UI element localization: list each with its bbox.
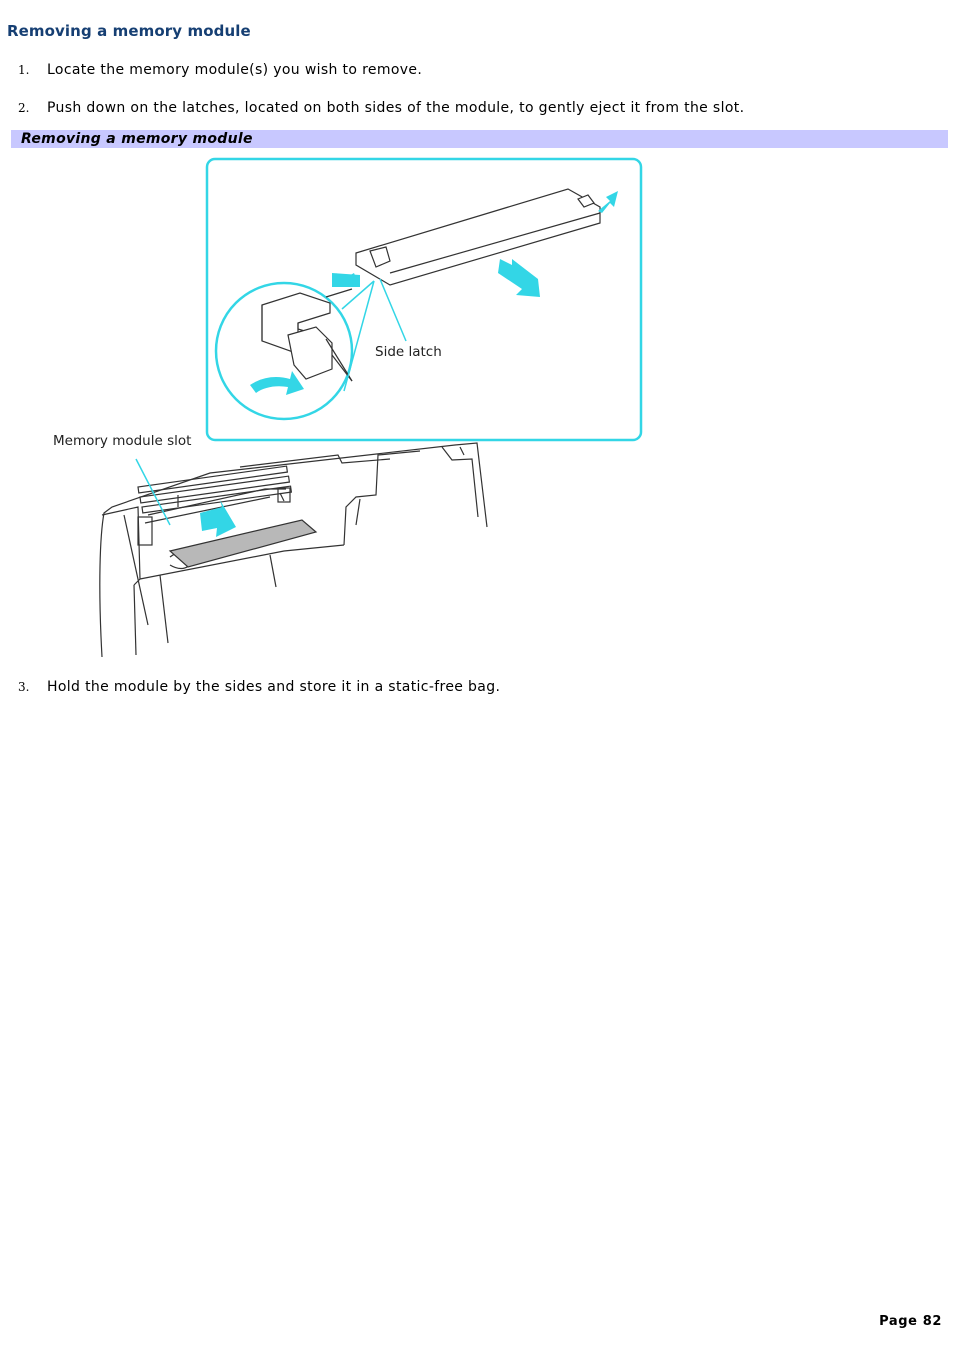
figure-caption-bar <box>11 130 948 148</box>
side-latch-label: Side latch <box>375 344 442 360</box>
page-number: Page 82 <box>879 1314 942 1329</box>
memory-module-slot-label: Memory module slot <box>53 433 192 449</box>
step-number: 1. <box>18 63 30 77</box>
step-number: 3. <box>18 680 30 694</box>
step-number: 2. <box>18 101 30 115</box>
figure-caption: Removing a memory module <box>21 131 253 147</box>
memory-removal-illustration <box>40 155 650 661</box>
step-text: Push down on the latches, located on both sides of the module, to gently eject it from the slot. <box>47 100 745 116</box>
step-text: Hold the module by the sides and store it in a static-free bag. <box>47 679 501 695</box>
step-text: Locate the memory module(s) you wish to remove. <box>47 62 423 78</box>
page-title: Removing a memory module <box>7 22 251 40</box>
